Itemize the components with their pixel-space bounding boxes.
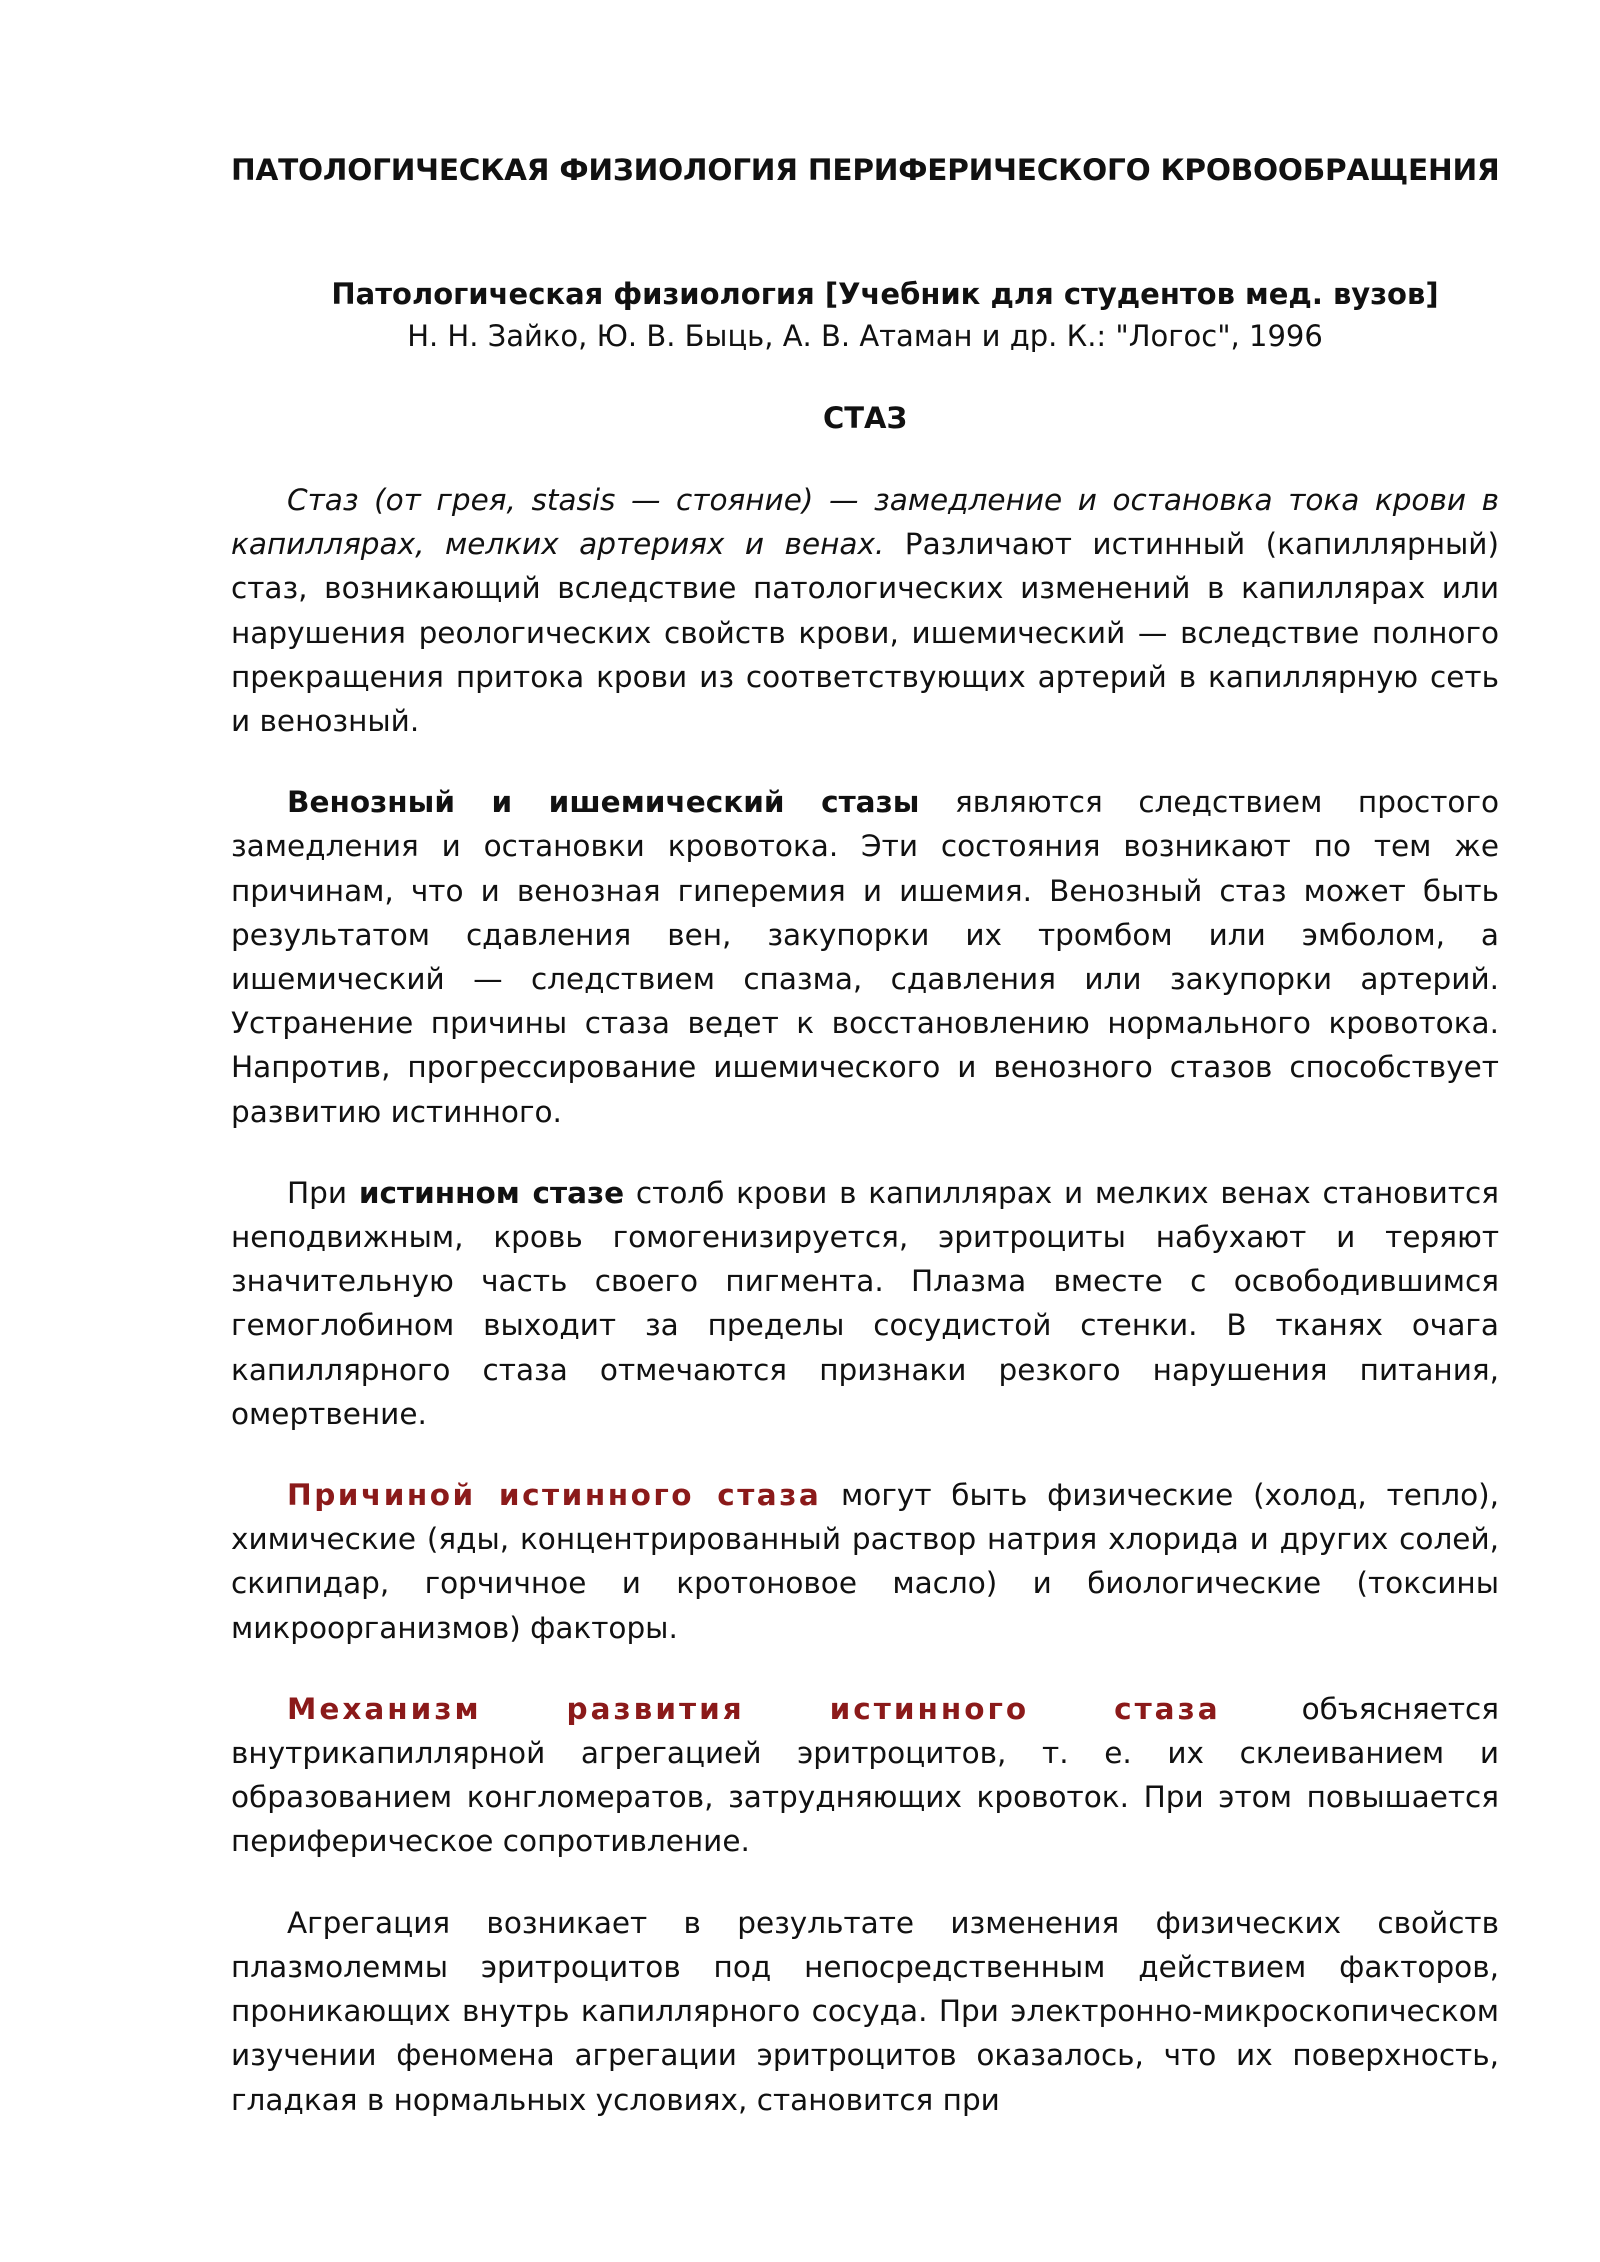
paragraph-venous-ischemic xyxy=(231,780,1499,1134)
term-bold: истинном стазе xyxy=(358,1175,625,1210)
accent-term: Причиной истинного стаза xyxy=(287,1478,822,1513)
section-title: СТАЗ xyxy=(822,401,908,435)
definition-italic: Стаз (от грея, stasis — стояние) — замедление и остановка тока крови в капиллярах, мелких артериях и венах. xyxy=(231,483,1499,562)
document-title: ПАТОЛОГИЧЕСКАЯ ФИЗИОЛОГИЯ ПЕРИФЕРИЧЕСКОГО КРОВООБРАЩЕНИЯ xyxy=(231,153,1500,187)
paragraph-mechanism xyxy=(231,1687,1499,1864)
paragraph-causes xyxy=(231,1473,1499,1650)
term-bold: Венозный и ишемический стазы xyxy=(287,785,920,820)
paragraph-true-stasis xyxy=(231,1171,1499,1436)
document-page xyxy=(231,150,1499,2122)
book-title: Патологическая физиология [Учебник для студентов мед. вузов] xyxy=(331,277,1439,311)
paragraph-text: Агрегация возникает в результате изменения физических свойств плазмолеммы эритроцитов под непосредственным действием факторов, проникающих внутрь капиллярного сосуда. При электронно-микроскопическом изучении феномена агрегации эритроцитов оказалось, что их поверхность, гладкая в нормальных условиях, становится при xyxy=(231,1905,1499,2117)
paragraph-text: Различают истинный (капиллярный) стаз, возникающий вследствие патологических изменений в капиллярах или нарушения реологических свойств крови, ишемический — вследствие полного прекращения притока крови из соответствующих артерий в капиллярную сеть и венозный. xyxy=(231,527,1499,739)
book-authors: Н. Н. Зайко, Ю. В. Быць, А. В. Атаман и др. К.: "Логос", 1996 xyxy=(407,319,1323,353)
accent-term: Механизм развития истинного стаза xyxy=(287,1691,1221,1726)
paragraph-definition xyxy=(231,478,1499,743)
paragraph-text: могут быть физические (холод, тепло), химические (яды, концентрированный раствор натрия хлорида и других солей, скипидар, горчичное и кротоновое масло) и биологические (токсины микроорганизмов) факторы. xyxy=(231,1478,1499,1645)
paragraph-text: являются следствием простого замедления и остановки кровотока. Эти состояния возникают по тем же причинам, что и венозная гиперемия и ишемия. Венозный стаз может быть результатом сдавления вен, закупорки их тромбом или эмболом, а ишемический — следствием спазма, сдавления или закупорки артерий. Устранение причины стаза ведет к восстановлению нормального кровотока. Напротив, прогрессирование ишемического и венозного стазов способствует развитию истинного. xyxy=(231,785,1499,1129)
paragraph-aggregation xyxy=(231,1901,1499,2122)
paragraph-text: объясняется внутрикапиллярной агрегацией эритроцитов, т. е. их склеиванием и образованием конгломератов, затрудняющих кровоток. При этом повышается периферическое сопротивление. xyxy=(231,1691,1499,1859)
paragraph-text: столб крови в капиллярах и мелких венах становится неподвижным, кровь гомогенизируется, эритроциты набухают и теряют значительную часть своего пигмента. Плазма вместе с освободившимся гемоглобином выходит за пределы сосудистой стенки. В тканях очага капиллярного стаза отмечаются признаки резкого нарушения питания, омертвение. xyxy=(231,1175,1500,1431)
paragraph-prefix: При xyxy=(287,1175,359,1210)
